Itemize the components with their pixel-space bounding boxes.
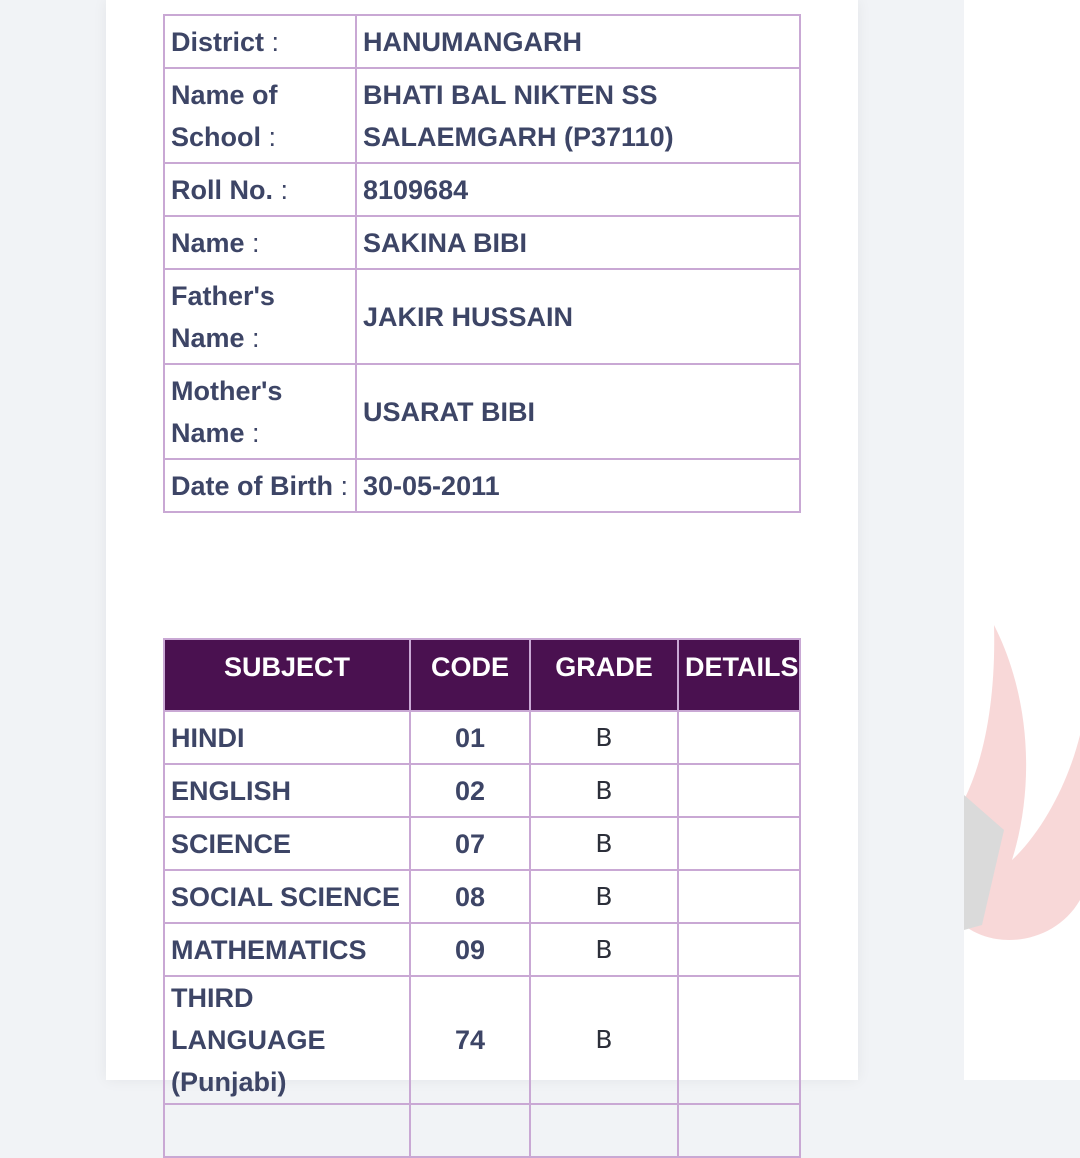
- code-cell: 01: [410, 711, 530, 764]
- table-row: [164, 764, 800, 817]
- side-panel: [964, 0, 1080, 1080]
- column-header-details: DETAILS: [678, 639, 800, 711]
- info-label: Date of Birth :: [164, 459, 356, 512]
- details-cell: [678, 711, 800, 764]
- info-value: SAKINA BIBI: [356, 216, 800, 269]
- table-row: [164, 817, 800, 870]
- info-row-district: [164, 15, 800, 68]
- code-cell: [410, 1104, 530, 1157]
- table-row: [164, 870, 800, 923]
- details-cell: [678, 1104, 800, 1157]
- grade-cell: B: [530, 817, 678, 870]
- info-value: BHATI BAL NIKTEN SS SALAEMGARH (P37110): [356, 68, 800, 163]
- table-row: [164, 976, 800, 1104]
- info-row-dob: [164, 459, 800, 512]
- grade-cell: [530, 1104, 678, 1157]
- info-row-name: [164, 216, 800, 269]
- code-cell: 08: [410, 870, 530, 923]
- info-label: Father's Name :: [164, 269, 356, 364]
- info-row-school: [164, 68, 800, 163]
- grades-header-row: [164, 639, 800, 711]
- details-cell: [678, 817, 800, 870]
- info-value: HANUMANGARH: [356, 15, 800, 68]
- info-label: Name :: [164, 216, 356, 269]
- code-cell: 02: [410, 764, 530, 817]
- grade-cell: B: [530, 923, 678, 976]
- info-label: Mother's Name :: [164, 364, 356, 459]
- flame-icon: [964, 0, 1080, 1080]
- info-row-mother-name: [164, 364, 800, 459]
- info-label: District :: [164, 15, 356, 68]
- column-header-grade: GRADE: [530, 639, 678, 711]
- info-value: JAKIR HUSSAIN: [356, 269, 800, 364]
- info-label: Name of School :: [164, 68, 356, 163]
- info-value: 8109684: [356, 163, 800, 216]
- info-label: Roll No. :: [164, 163, 356, 216]
- info-value: USARAT BIBI: [356, 364, 800, 459]
- subject-cell: ENGLISH: [164, 764, 410, 817]
- info-row-father-name: [164, 269, 800, 364]
- grade-cell: B: [530, 870, 678, 923]
- grade-cell: B: [530, 764, 678, 817]
- details-cell: [678, 923, 800, 976]
- info-row-roll-no: [164, 163, 800, 216]
- details-cell: [678, 870, 800, 923]
- result-card: [106, 0, 858, 1097]
- subject-cell: THIRD LANGUAGE (Punjabi): [164, 976, 410, 1104]
- details-cell: [678, 976, 800, 1104]
- subject-cell: [164, 1104, 410, 1157]
- table-row: [164, 711, 800, 764]
- subject-cell: MATHEMATICS: [164, 923, 410, 976]
- column-header-code: CODE: [410, 639, 530, 711]
- code-cell: 74: [410, 976, 530, 1104]
- grades-table: [163, 638, 801, 1158]
- table-row-partial: [164, 1104, 800, 1157]
- subject-cell: SOCIAL SCIENCE: [164, 870, 410, 923]
- info-value: 30-05-2011: [356, 459, 800, 512]
- table-row: [164, 923, 800, 976]
- code-cell: 07: [410, 817, 530, 870]
- grade-cell: B: [530, 976, 678, 1104]
- code-cell: 09: [410, 923, 530, 976]
- subject-cell: SCIENCE: [164, 817, 410, 870]
- details-cell: [678, 764, 800, 817]
- column-header-subject: SUBJECT: [164, 639, 410, 711]
- student-info-table: [163, 14, 801, 513]
- grade-cell: B: [530, 711, 678, 764]
- subject-cell: HINDI: [164, 711, 410, 764]
